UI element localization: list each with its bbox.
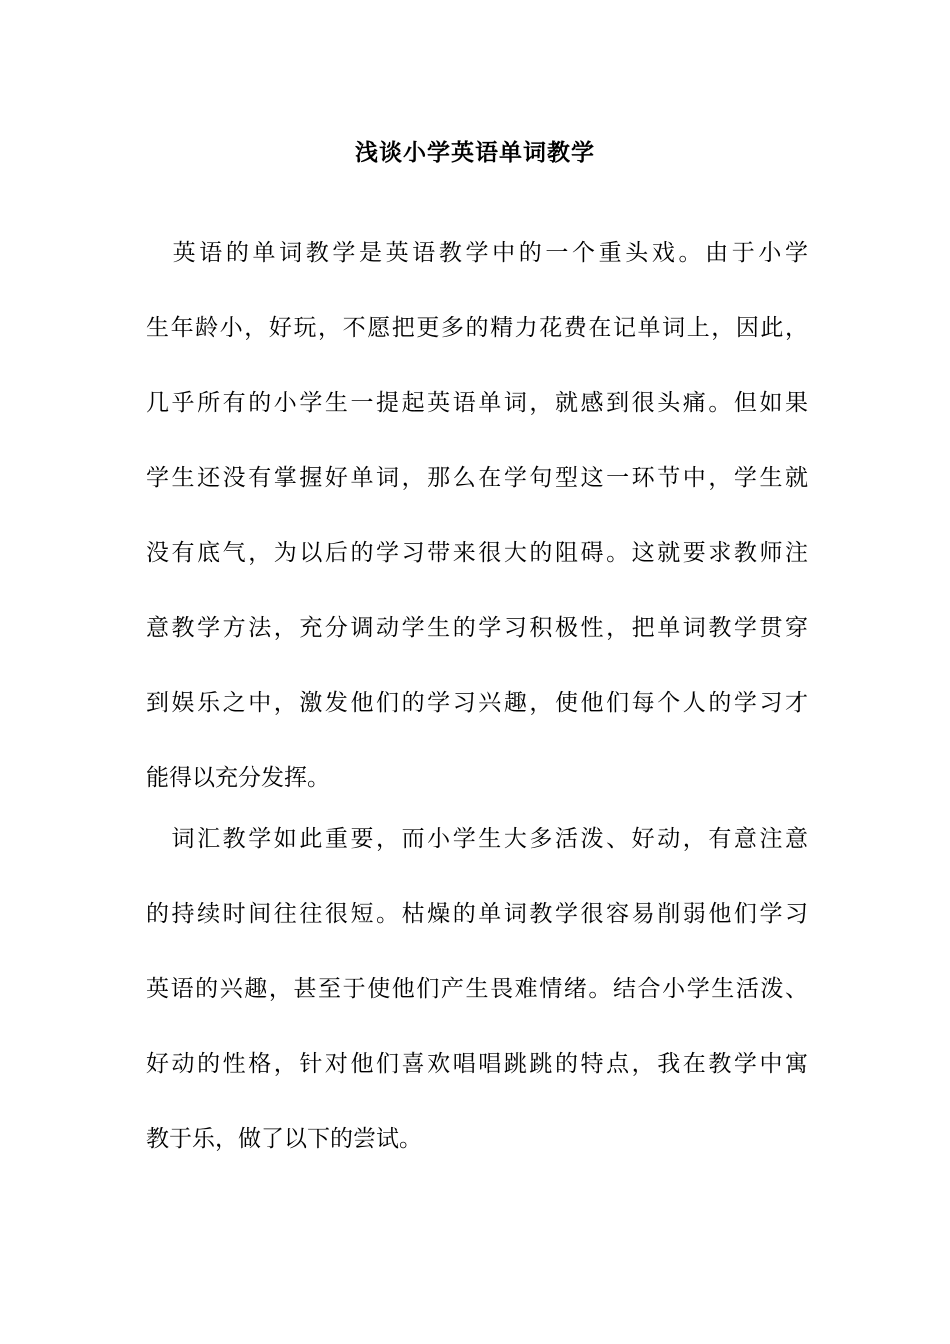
paragraph-2-line-3: 英语的兴趣，甚至于使他们产生畏难情绪。结合小学生活泼、 [146, 976, 808, 1002]
paragraph-2 [146, 820, 808, 1160]
document-title: 浅谈小学英语单词教学 [355, 139, 595, 166]
paragraph-1-line-7: 到娱乐之中，激发他们的学习兴趣，使他们每个人的学习才 [146, 690, 808, 716]
paragraph-1-line-5: 没有底气，为以后的学习带来很大的阻碍。这就要求教师注 [146, 540, 808, 566]
paragraph-1-line-6: 意教学方法，充分调动学生的学习积极性，把单词教学贯穿 [146, 615, 808, 641]
paragraph-1-line-4: 学生还没有掌握好单词，那么在学句型这一环节中，学生就 [146, 465, 808, 491]
paragraph-1-line-2: 生年龄小，好玩，不愿把更多的精力花费在记单词上，因此， [146, 315, 808, 341]
paragraph-2-line-1: 词汇教学如此重要，而小学生大多活泼、好动，有意注意 [146, 826, 808, 852]
paragraph-1-line-8: 能得以充分发挥。 [146, 765, 330, 791]
paragraph-1-line-3: 几乎所有的小学生一提起英语单词，就感到很头痛。但如果 [146, 390, 808, 416]
paragraph-1 [146, 234, 808, 794]
paragraph-2-line-4: 好动的性格，针对他们喜欢唱唱跳跳的特点，我在教学中寓 [146, 1051, 808, 1077]
paragraph-2-line-5: 教于乐，做了以下的尝试。 [146, 1126, 422, 1152]
paragraph-2-line-2: 的持续时间往往很短。枯燥的单词教学很容易削弱他们学习 [146, 901, 808, 927]
paragraph-1-line-1: 英语的单词教学是英语教学中的一个重头戏。由于小学 [146, 240, 808, 266]
